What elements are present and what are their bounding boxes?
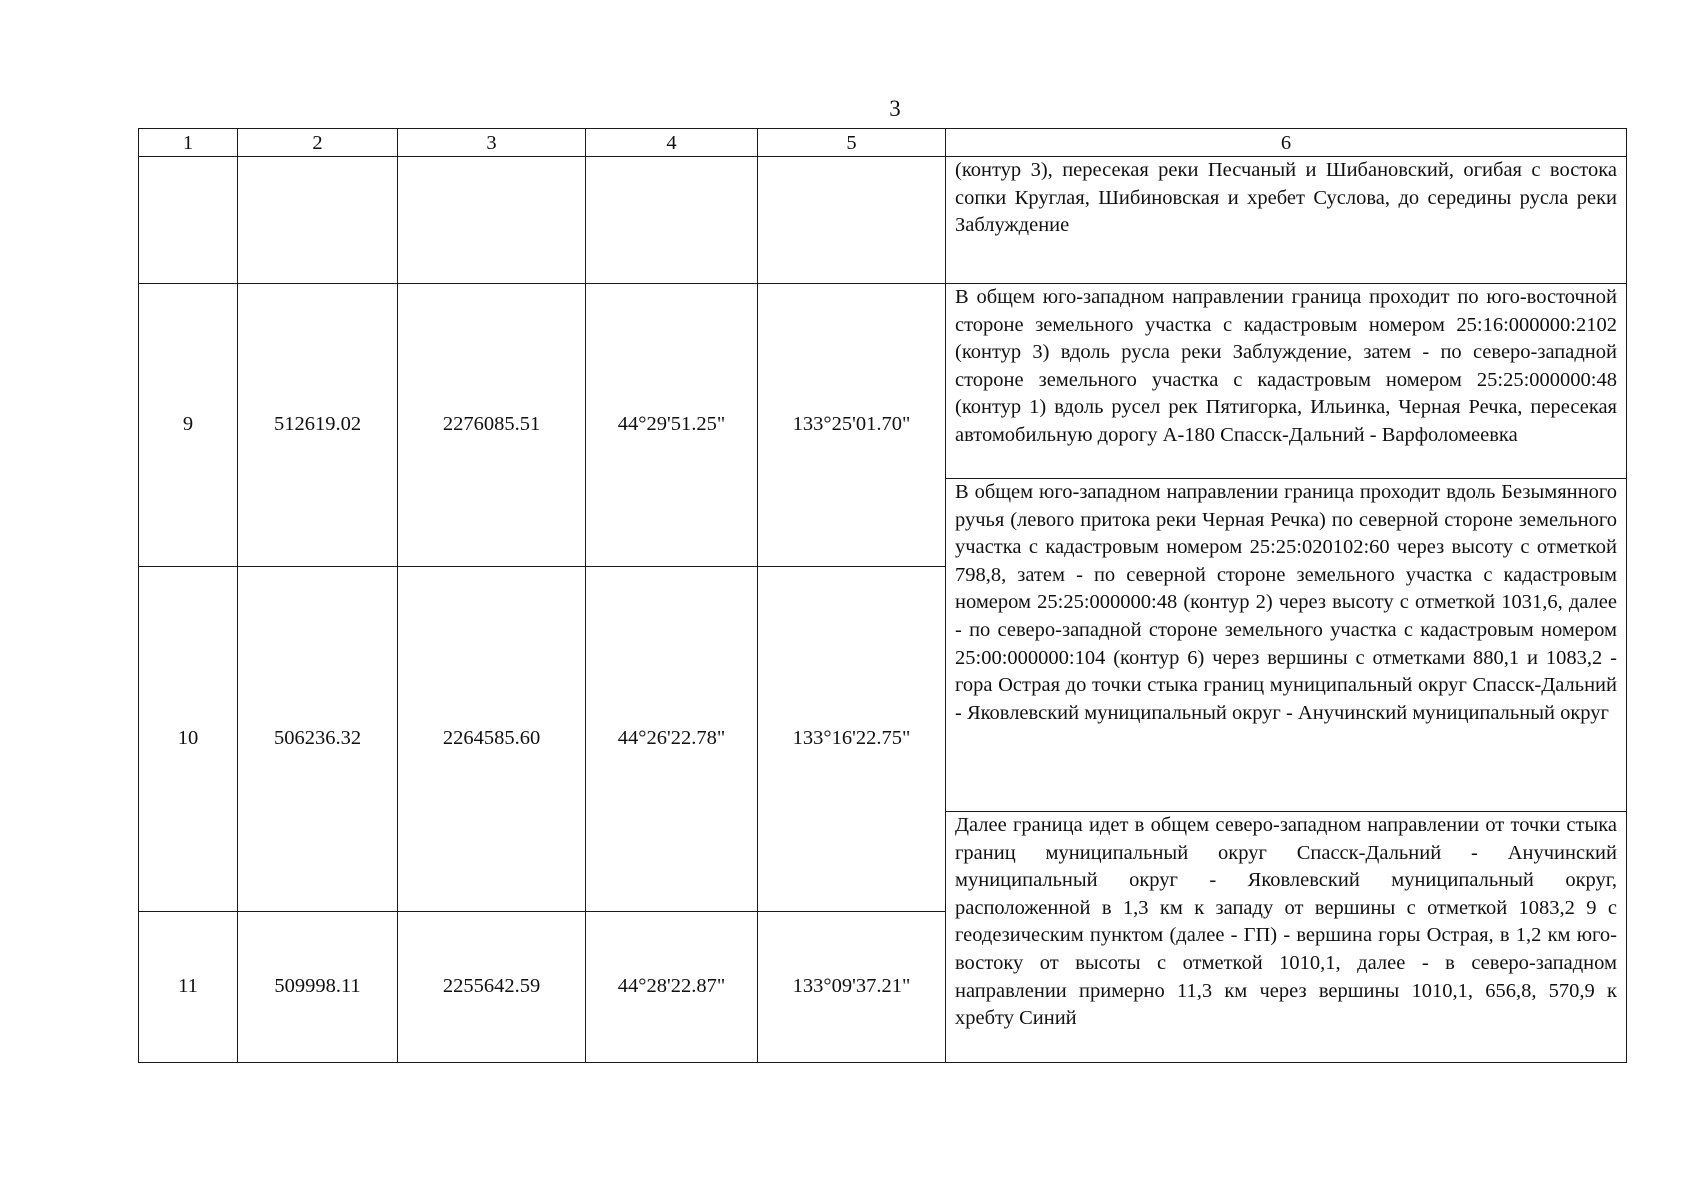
x-coordinate-cell: 512619.02 [238, 284, 398, 567]
column-header: 2 [238, 129, 398, 157]
x-coordinate-cell: 506236.32 [238, 567, 398, 912]
boundary-description: (контур 3), пересекая реки Песчаный и Шибановский, огибая с востока сопки Круглая, Шибиновская и хребет Суслова, до середины русла реки Заблуждение [946, 157, 1627, 284]
column-header: 1 [139, 129, 238, 157]
column-header: 6 [946, 129, 1627, 157]
boundary-description: Далее граница идет в общем северо-западном направлении от точки стыка границ муниципальный округ Спасск-Дальний - Анучинский муниципальный округ - Яковлевский муниципальный округ, расположенной в 1,3 км к западу от вершины с отметкой 1083,2 9 с геодезическим пунктом (далее - ГП) - вершина горы Острая, в 1,2 км юго-востоку от высоты с отметкой 1010,1, далее - в северо-западном направлении примерно 11,3 км через вершины 1010,1, 656,8, 570,9 к хребту Синий [946, 812, 1627, 1063]
table-row [139, 157, 1627, 284]
column-header: 5 [758, 129, 946, 157]
x-coordinate-cell [238, 157, 398, 284]
longitude-cell: 133°25'01.70" [758, 284, 946, 567]
column-number-row [139, 129, 1627, 157]
longitude-cell: 133°09'37.21" [758, 912, 946, 1063]
y-coordinate-cell: 2255642.59 [398, 912, 586, 1063]
latitude-cell: 44°26'22.78" [586, 567, 758, 912]
column-header: 3 [398, 129, 586, 157]
point-number-cell [139, 157, 238, 284]
y-coordinate-cell: 2264585.60 [398, 567, 586, 912]
latitude-cell: 44°28'22.87" [586, 912, 758, 1063]
y-coordinate-cell [398, 157, 586, 284]
boundary-points-table [138, 128, 1627, 1063]
y-coordinate-cell: 2276085.51 [398, 284, 586, 567]
table-row [139, 284, 1627, 479]
page-number: 3 [889, 96, 901, 121]
boundary-description: В общем юго-западном направлении граница проходит вдоль Безымянного ручья (левого притока реки Черная Речка) по северной стороне земельного участка с кадастровым номером 25:25:020102:60 через высоту с отметкой 798,8, затем - по северной стороне земельного участка с кадастровым номером 25:25:000000:48 (контур 2) через высоту с отметкой 1031,6, далее - по северо-западной стороне земельного участка с кадастровым номером 25:00:000000:104 (контур 6) через вершины с отметками 880,1 и 1083,2 - гора Острая до точки стыка границ муниципальный округ Спасск-Дальний - Яковлевский муниципальный округ - Анучинский муниципальный округ [946, 479, 1627, 812]
latitude-cell [586, 157, 758, 284]
point-number-cell: 10 [139, 567, 238, 912]
column-header: 4 [586, 129, 758, 157]
x-coordinate-cell: 509998.11 [238, 912, 398, 1063]
point-number-cell: 11 [139, 912, 238, 1063]
latitude-cell: 44°29'51.25" [586, 284, 758, 567]
boundary-description: В общем юго-западном направлении граница проходит по юго-восточной стороне земельного участка с кадастровым номером 25:16:000000:2102 (контур 3) вдоль русла реки Заблуждение, затем - по северо-западной стороне земельного участка с кадастровым номером 25:25:000000:48 (контур 1) вдоль русел рек Пятигорка, Ильинка, Черная Речка, пересекая автомобильную дорогу А-180 Спасск-Дальний - Варфоломеевка [946, 284, 1627, 479]
longitude-cell [758, 157, 946, 284]
longitude-cell: 133°16'22.75" [758, 567, 946, 912]
point-number-cell: 9 [139, 284, 238, 567]
